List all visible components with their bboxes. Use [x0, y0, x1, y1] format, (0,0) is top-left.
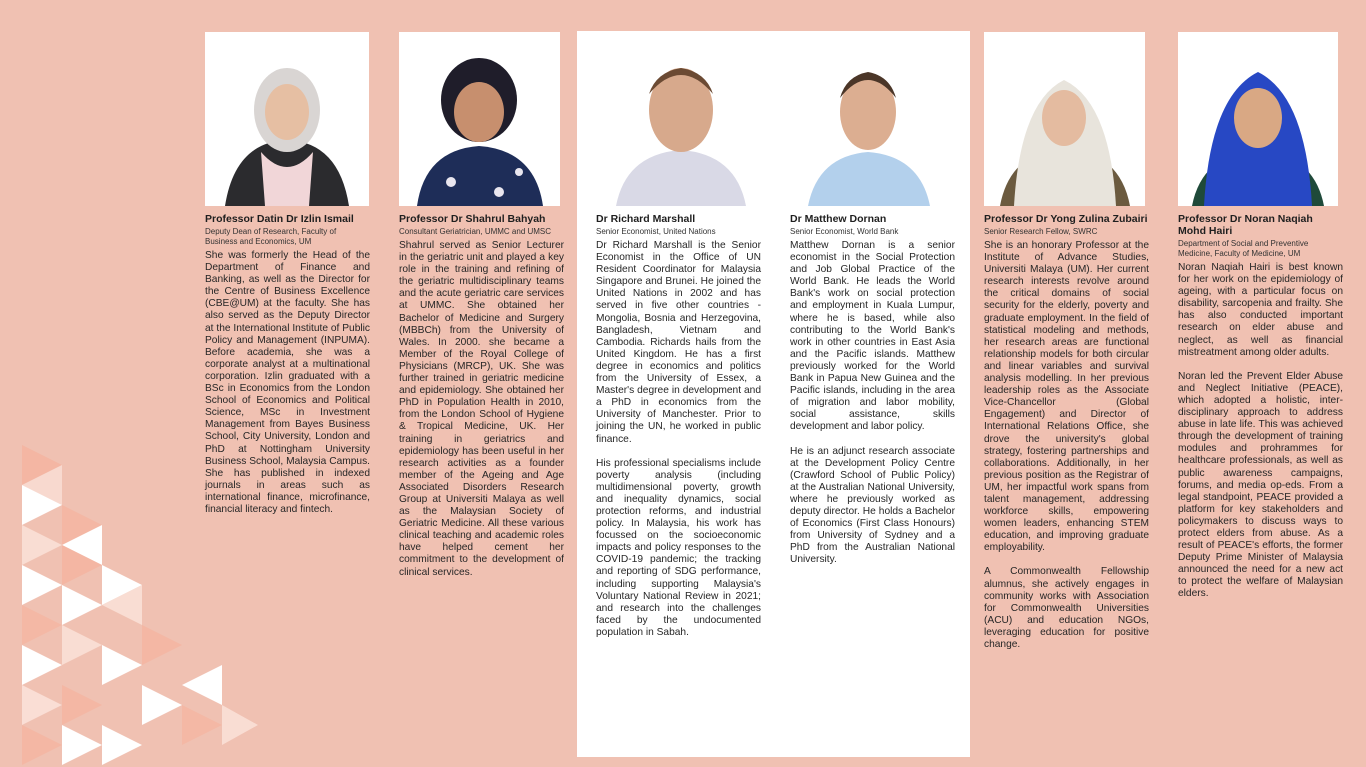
speaker-card-zulina	[984, 32, 1149, 663]
speaker-bio	[399, 240, 564, 579]
bio-paragraph: A Commonwealth Fellowship alumnus, she actively engages in community works with Association for Commonwealth Universities (ACU) and education NGOs, leveraging education for positive change.	[984, 566, 1149, 650]
bio-paragraph: Dr Richard Marshall is the Senior Economist in the Office of UN Resident Coordinator for Malaysia Singapore and Brunei. He joined the United Nations in 2002 and has served in five other countries - Mongolia, Bosnia and Herzegovina, Bangladesh, Vietnam and Cambodia. Richards hails from the United Kingdom. He has a first degree in economics and politics from the University of Essex, a Master's degree in development and a PhD in economics from the University of Manchester. Prior to joining the UN, he worked in public finance.	[596, 240, 761, 445]
bio-paragraph: Shahrul served as Senior Lecturer in the geriatric unit and played a key role in the training and refining of the geriatric multidisciplinary teams and the acute geriatric care services at UMMC. She obtained her Bachelor of Medicine and Surgery (MBBCh) from the University of Wales. In 2000. she became a Member of the Royal College of Physicians (MRCP), UK. She was further trained in geriatric medicine and epidemiology. She obtained her PhD in Population Health in 2010, from the London School of Hygiene & Tropical Medicine, UK. Her training in geriatrics and epidemiology has been useful in her research activities as a founder member of the Ageing and Age Associated Disorders Research Group at Universiti Malaya as well as the Malaysian Society of Geriatric Medicine. All these various clinical teaching and academic roles have helped cement her commitment to the development of clinical services.	[399, 240, 564, 578]
speaker-bio	[596, 240, 761, 639]
speaker-name: Dr Matthew Dornan	[790, 213, 887, 225]
speaker-photo	[596, 32, 766, 206]
speaker-name: Professor Dr Shahrul Bahyah	[399, 213, 546, 225]
speaker-photo	[1178, 32, 1338, 206]
speaker-card-izlin	[205, 32, 370, 528]
speaker-role: Department of Social and Preventive Medicine, Faculty of Medicine, UM	[1178, 239, 1309, 258]
speaker-card-noran	[1178, 32, 1343, 613]
bio-paragraph: She was formerly the Head of the Department of Finance and Banking, as well as the Director for the Centre of Business Excellence (CBE@UM) at the faculty. She has also served as the Deputy Director at the International Institute of Public Policy and Management (INPUMA). Before academia, she was a corporate analyst at a multinational corporation. Izlin graduated with a BSc in Economics from the London School of Economics and Political Science, MSc in Investment Management from Bayes Business School, City University, London and PhD at Nottingham University Business School, Malaysia Campus. She has published in indexed journals in areas such as international finance, microfinance, financial literacy and fintech.	[205, 250, 370, 515]
bio-paragraph: Matthew Dornan is a senior economist in the Social Protection and Job Global Practice of the World Bank. He leads the World Bank's work on social protection and employment in Kuala Lumpur, where he is based, while also contributing to the World Bank's work in other countries in East Asia and the Pacific islands. Matthew previously worked for the World Bank in Papua New Guinea and the Pacific islands, including in the area of migration and labor mobility, social assistance, skills development and labor policy.	[790, 240, 955, 433]
speaker-card-richard	[596, 32, 761, 651]
bio-paragraph: Noran Naqiah Hairi is best known for her work on the epidemiology of ageing, with a particular focus on disability, sarcopenia and frailty. She has also conducted important research on elder abuse and neglect, as well as financial mistreatment among older adults.	[1178, 262, 1343, 358]
speaker-bio	[790, 240, 955, 566]
speaker-bio	[205, 250, 370, 516]
speaker-role: Consultant Geriatrician, UMMC and UMSC	[399, 227, 552, 236]
speaker-card-matthew	[790, 32, 955, 578]
speaker-role: Senior Research Fellow, SWRC	[984, 227, 1098, 236]
speaker-name: Professor Dr Yong Zulina Zubairi	[984, 213, 1148, 225]
speaker-name: Dr Richard Marshall	[596, 213, 696, 225]
bio-paragraph: His professional specialisms include poverty analysis (including multidimensional poverty, growth and inequality dynamics, social protection reforms, and industrial policy. In Malaysia, his work has focussed on the socioeconomic impacts and policy responses to the COVID-19 pandemic; the tracking and reporting of SDG performance, including supporting Malaysia's Voluntary National Review in 2021; and research into the challenges faced by the undocumented population in Sabah.	[596, 457, 761, 638]
bio-paragraph: She is an honorary Professor at the Institute of Advance Studies, Universiti Malaya (UM). Her current research interests revolve around the critical domains of social security for the elderly, poverty and graduate employment. In the field of statistical modeling and methods, her research areas are functional relationship models for both circular and linear variables and survival analysis modelling. In her previous leadership roles as the Associate Vice-Chancellor (Global Engagement) and Director of International Relations Office, she drove the university's global strategy, fostering partnerships and collaborations. Additionally, in her previous position as the Registrar of UM, her impactful work spans from talent management, addressing workforce skills, empowering women leaders, enhancing STEM education, and improving graduate employability.	[984, 240, 1149, 554]
speaker-name: Professor Datin Dr Izlin Ismail	[205, 213, 354, 225]
speaker-role: Senior Economist, World Bank	[790, 227, 899, 236]
bio-paragraph: Noran led the Prevent Elder Abuse and Neglect Initiative (PEACE), which adopted a holistic, inter-disciplinary approach to address abuse in late life. This was achieved through the development of training modules and prohrammes for healthcare professionals, as well as public awareness campaigns, forums, and media op-eds. From a legal standpoint, PEACE provided a platform for key stakeholders and policymakers to discuss ways to protect elders from abuse. As a result of PEACE's efforts, the former Deputy Prime Minister of Malaysia announced the need for a new act to protect the welfare of Malaysian elders.	[1178, 370, 1343, 600]
speaker-card-shahrul	[399, 32, 564, 591]
speaker-photo	[205, 32, 369, 206]
speaker-photo	[790, 32, 947, 206]
speaker-photo	[984, 32, 1145, 206]
speaker-bio	[984, 240, 1149, 651]
speaker-photo	[399, 32, 560, 206]
speaker-bio	[1178, 262, 1343, 601]
speaker-role: Deputy Dean of Research, Faculty of Business and Economics, UM	[205, 227, 337, 246]
bio-paragraph: He is an adjunct research associate at the Development Policy Centre (Crawford School of Public Policy) at the Australian National University, where he previously worked as deputy director. He holds a Bachelor of Economics (First Class Honours) from University of Sydney and a PhD from the Australian National University.	[790, 445, 955, 566]
speaker-role: Senior Economist, United Nations	[596, 227, 716, 236]
speaker-name: Professor Dr Noran Naqiah Mohd Hairi	[1178, 213, 1313, 237]
